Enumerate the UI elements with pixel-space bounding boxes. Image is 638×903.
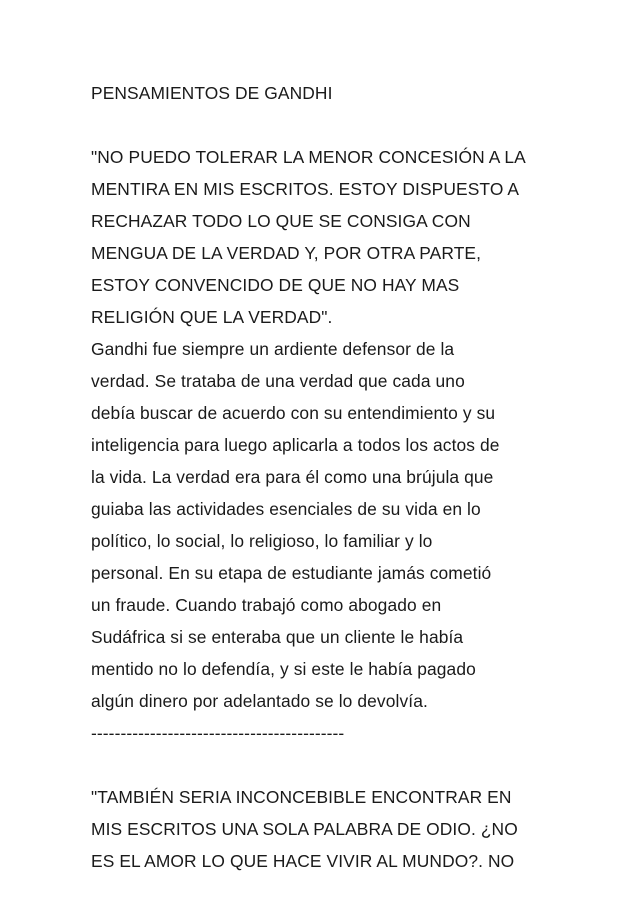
blank-line	[91, 749, 611, 781]
paragraph1-line: un fraude. Cuando trabajó como abogado en	[91, 595, 442, 615]
document-body	[91, 77, 611, 877]
quote2-line: "TAMBIÉN SERIA INCONCEBIBLE ENCONTRAR EN	[91, 787, 512, 807]
quote2-line: ES EL AMOR LO QUE HACE VIVIR AL MUNDO?. NO	[91, 851, 515, 871]
blank-line	[91, 109, 611, 141]
quote1-line: MENTIRA EN MIS ESCRITOS. ESTOY DISPUESTO A	[91, 179, 520, 199]
document-title: PENSAMIENTOS DE GANDHI	[91, 83, 333, 103]
paragraph1-line: guiaba las actividades esenciales de su vida en lo	[91, 499, 481, 519]
paragraph1-line: Gandhi fue siempre un ardiente defensor de la	[91, 339, 455, 359]
quote1-line: RELIGIÓN QUE LA VERDAD".	[91, 307, 333, 327]
quote1-line: RECHAZAR TODO LO QUE SE CONSIGA CON	[91, 211, 471, 231]
paragraph1-line: algún dinero por adelantado se lo devolvía.	[91, 691, 428, 711]
paragraph1-line: inteligencia para luego aplicarla a todos los actos de	[91, 435, 500, 455]
quote1-line: MENGUA DE LA VERDAD Y, POR OTRA PARTE,	[91, 243, 482, 263]
paragraph1-line: político, lo social, lo religioso, lo familiar y lo	[91, 531, 433, 551]
paragraph1-line: Sudáfrica si se enteraba que un cliente le había	[91, 627, 464, 647]
paragraph1-line: la vida. La verdad era para él como una brújula que	[91, 467, 494, 487]
paragraph1-line: mentido no lo defendía, y si este le había pagado	[91, 659, 476, 679]
quote2-line: MIS ESCRITOS UNA SOLA PALABRA DE ODIO. ¿NO	[91, 819, 518, 839]
paragraph1-line: debía buscar de acuerdo con su entendimiento y su	[91, 403, 496, 423]
paragraph1-line: personal. En su etapa de estudiante jamás cometió	[91, 563, 492, 583]
quote1-line: "NO PUEDO TOLERAR LA MENOR CONCESIÓN A LA	[91, 147, 526, 167]
paragraph1-line: verdad. Se trataba de una verdad que cada uno	[91, 371, 465, 391]
separator-line: -------------------------------------------	[91, 723, 345, 743]
quote1-line: ESTOY CONVENCIDO DE QUE NO HAY MAS	[91, 275, 460, 295]
